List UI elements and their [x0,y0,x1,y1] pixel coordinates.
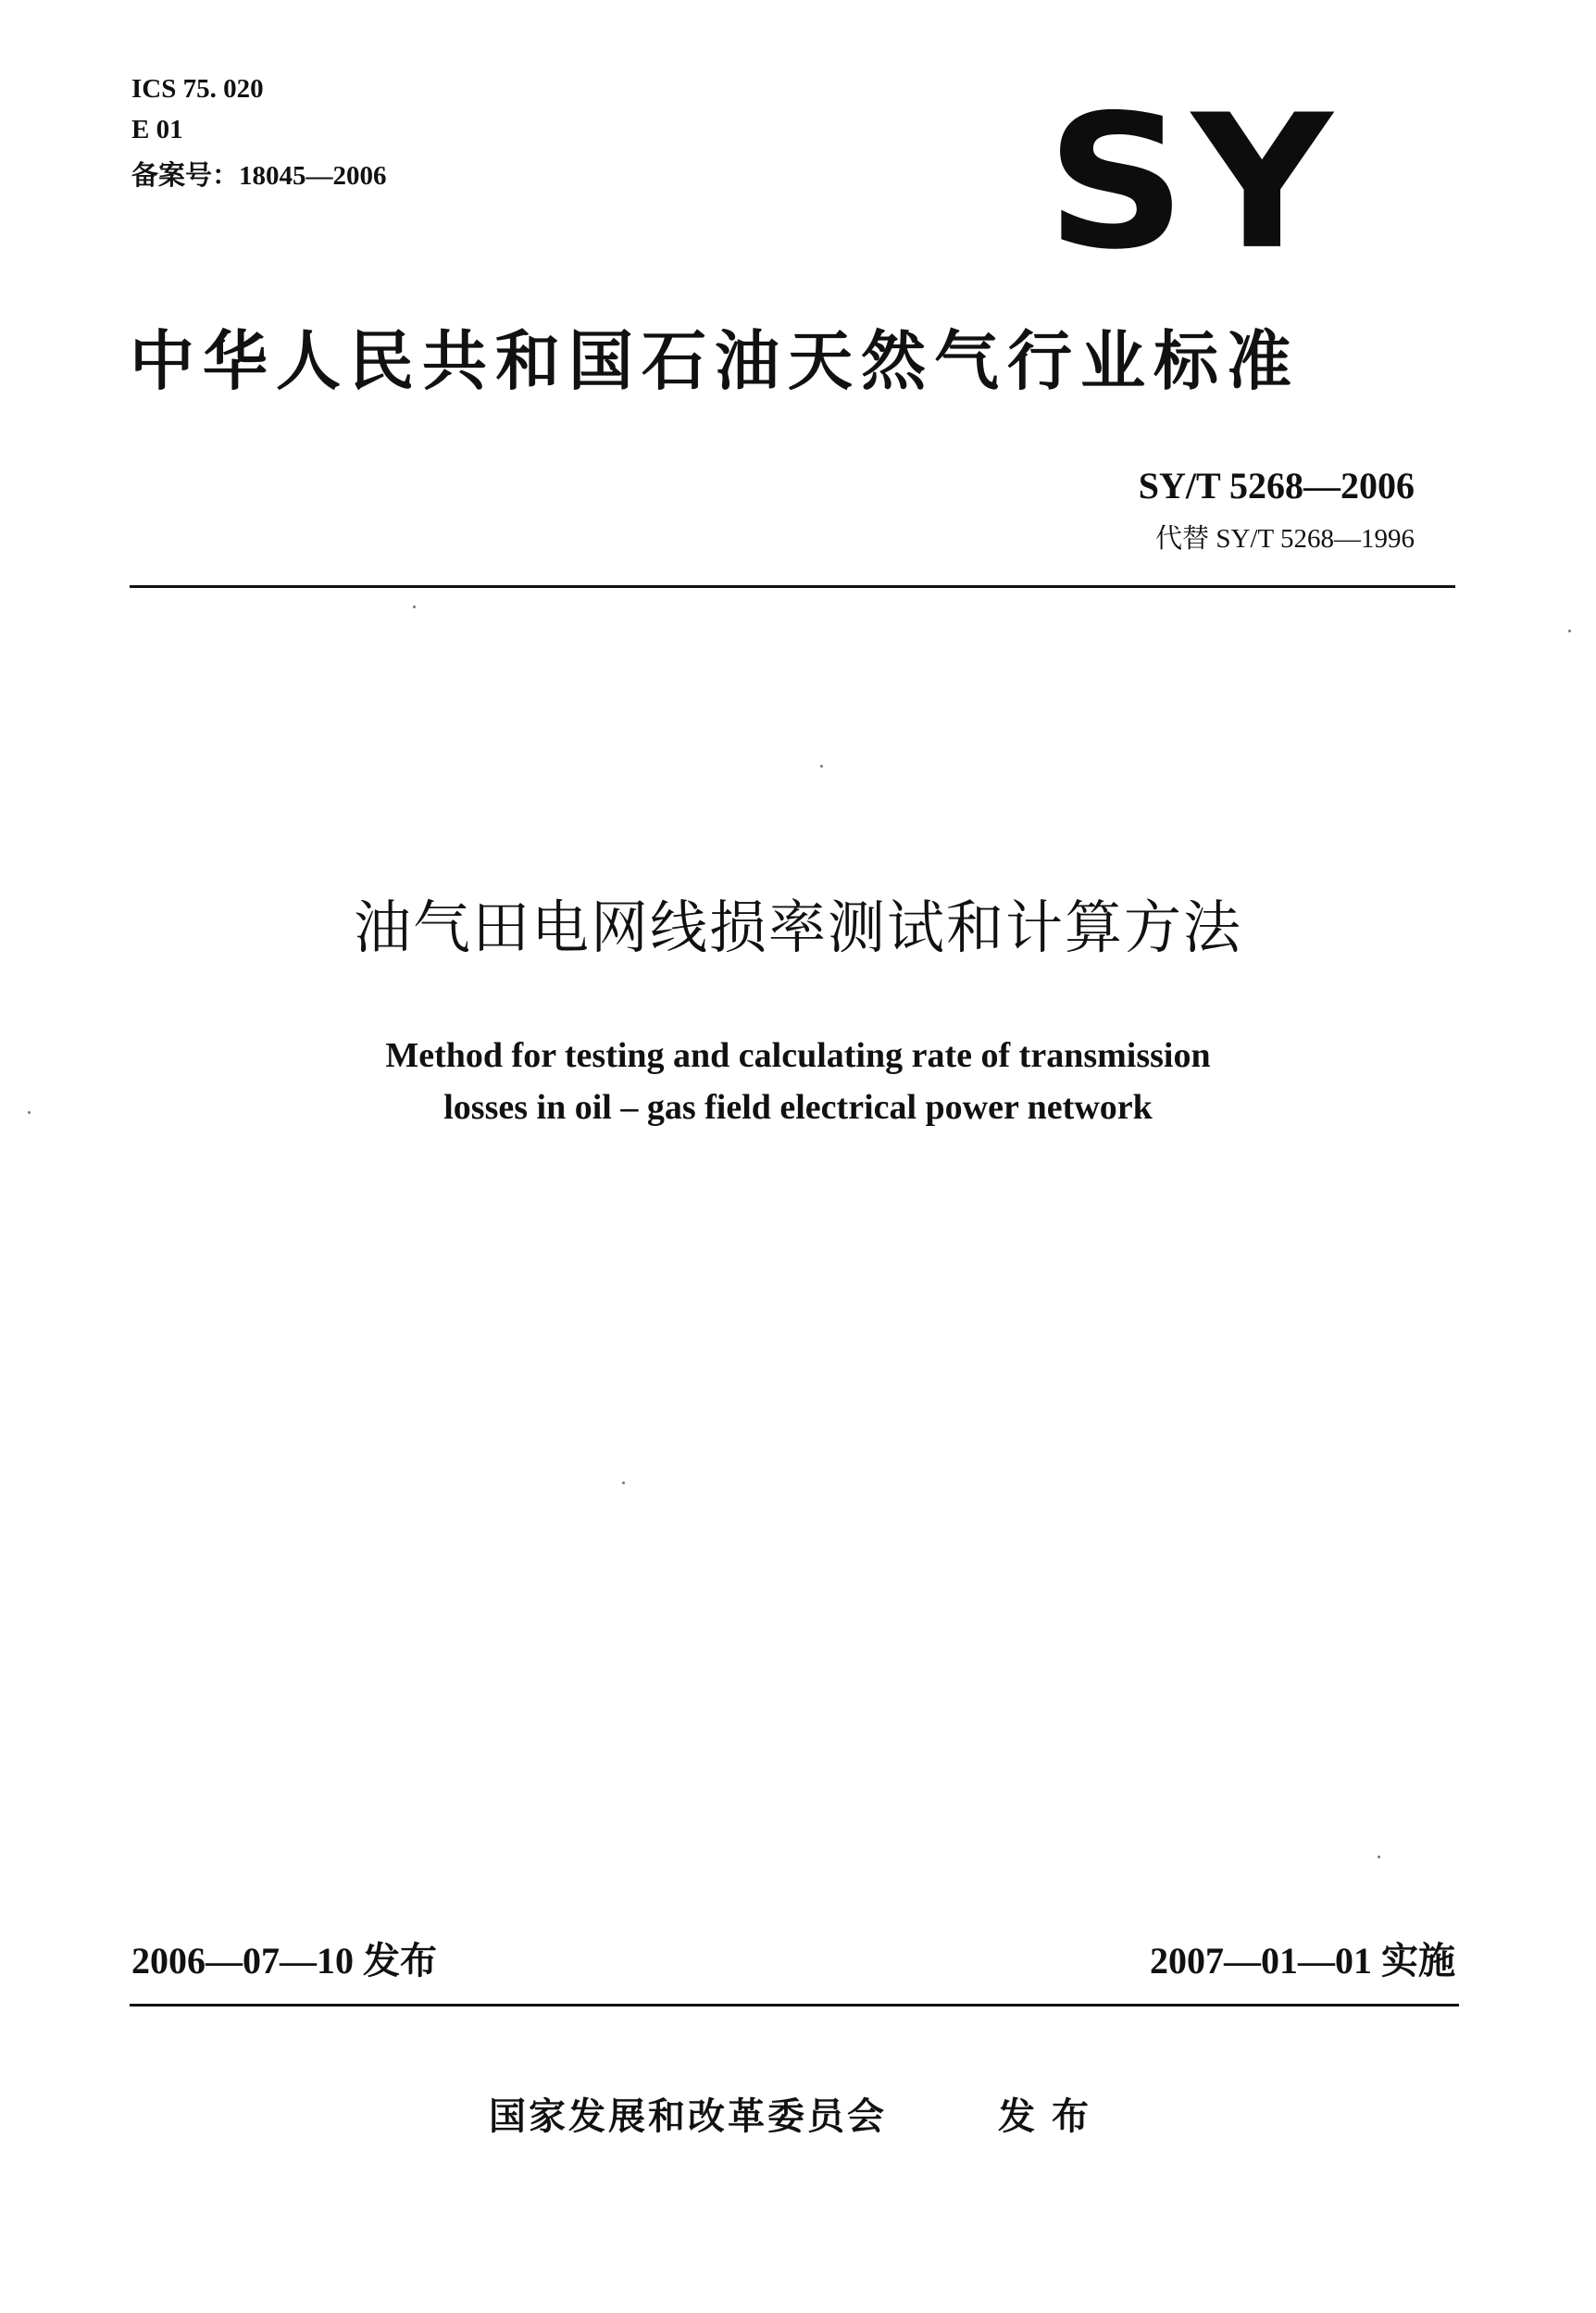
scan-speck [413,606,416,608]
top-divider [130,585,1455,588]
scan-speck [1378,1856,1380,1858]
record-value: 18045—2006 [239,161,387,191]
record-label: 备案号： [131,161,240,191]
english-title-line-2: losses in oil – gas field electrical power network [443,1088,1153,1127]
issue-date: 2006—07—10 发布 [131,1940,437,1982]
ics-code: ICS 75. 020 [131,74,264,104]
issue-label: 发布 [998,2095,1105,2138]
classification-code: E 01 [131,115,183,144]
english-title-line-1: Method for testing and calculating rate of transmission [385,1036,1211,1075]
replaces-standard: 代替 SY/T 5268—1996 [1155,524,1415,554]
scan-speck [820,765,823,768]
document-title-english [0,1030,1596,1133]
sy-logo: SY [1046,74,1339,291]
issuing-authority: 国家发展和改革委员会 [489,2095,887,2138]
standard-category-heading: 中华人民共和国石油天然气行业标准 [130,323,1300,399]
effective-date: 2007—01—01 实施 [1150,1940,1455,1982]
record-number [131,163,387,190]
scan-speck [28,1111,31,1114]
scan-speck [622,1482,625,1484]
scan-speck [1568,630,1571,632]
standard-number: SY/T 5268—2006 [1138,465,1415,506]
bottom-divider [130,2004,1459,2007]
document-title-chinese: 油气田电网线损率测试和计算方法 [353,894,1242,961]
